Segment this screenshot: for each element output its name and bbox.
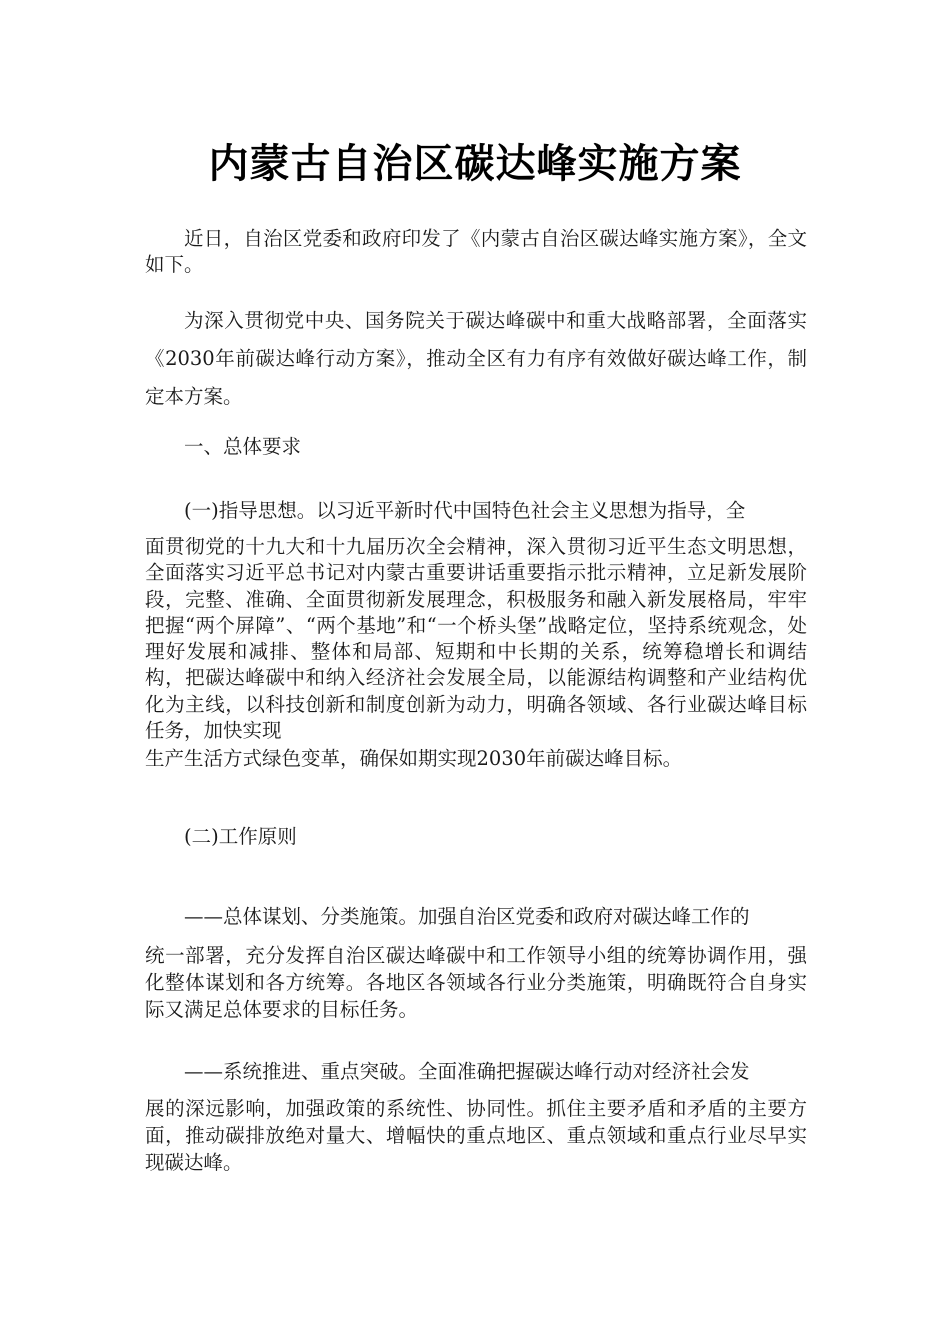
guiding-thought-body: 面贯彻党的十九大和十九届历次全会精神，深入贯彻习近平生态文明思想，全面落实习近平总书记对内蒙古重要讲话重要指示批示精神，立足新发展阶段，完整、准确、全面贯彻新发展理念，积极服务和融入新发展格局，牢牢把握“两个屏障”、“两个基地”和“一个桥头堡”战略定位，坚持系统观念，处理好发展和减排、整体和局部、短期和中长期的关系，统筹稳增长和调结构，把碳达峰碳中和纳入经济社会发展全局，以能源结构调整和产业结构优化为主线，以科技创新和制度创新为动力，明确各领域、各行业碳达峰目标任务，加快实现 <box>145 535 807 743</box>
principle-2-first-line: ——系统推进、重点突破。全面准确把握碳达峰行动对经济社会发 <box>184 1060 750 1083</box>
guiding-thought-first-line: (一)指导思想。以习近平新时代中国特色社会主义思想为指导，全 <box>184 499 746 522</box>
section-heading-work-principles: (二)工作原则 <box>184 825 297 848</box>
intro-paragraph: 近日，自治区党委和政府印发了《内蒙古自治区碳达峰实施方案》，全文如下。 <box>145 227 807 276</box>
preface-paragraph: 为深入贯彻党中央、国务院关于碳达峰碳中和重大战略部署，全面落实《2030年前碳达峰行动方案》，推动全区有力有序有效做好碳达峰工作，制定本方案。 <box>145 309 807 408</box>
guiding-thought-last-line: 生产生活方式绿色变革，确保如期实现2030年前碳达峰目标。 <box>145 747 683 770</box>
principle-2-body: 展的深远影响，加强政策的系统性、协同性。抓住主要矛盾和矛盾的主要方面，推动碳排放绝对量大、增幅快的重点地区、重点领域和重点行业尽早实现碳达峰。 <box>145 1097 807 1174</box>
principle-1-body: 统一部署，充分发挥自治区碳达峰碳中和工作领导小组的统筹协调作用，强化整体谋划和各方统筹。各地区各领域各行业分类施策，明确既符合自身实际又满足总体要求的目标任务。 <box>145 944 807 1021</box>
document-title: 内蒙古自治区碳达峰实施方案 <box>208 141 742 187</box>
principle-1-first-line: ——总体谋划、分类施策。加强自治区党委和政府对碳达峰工作的 <box>184 905 750 928</box>
section-heading-general-requirements: 一、总体要求 <box>184 435 302 458</box>
